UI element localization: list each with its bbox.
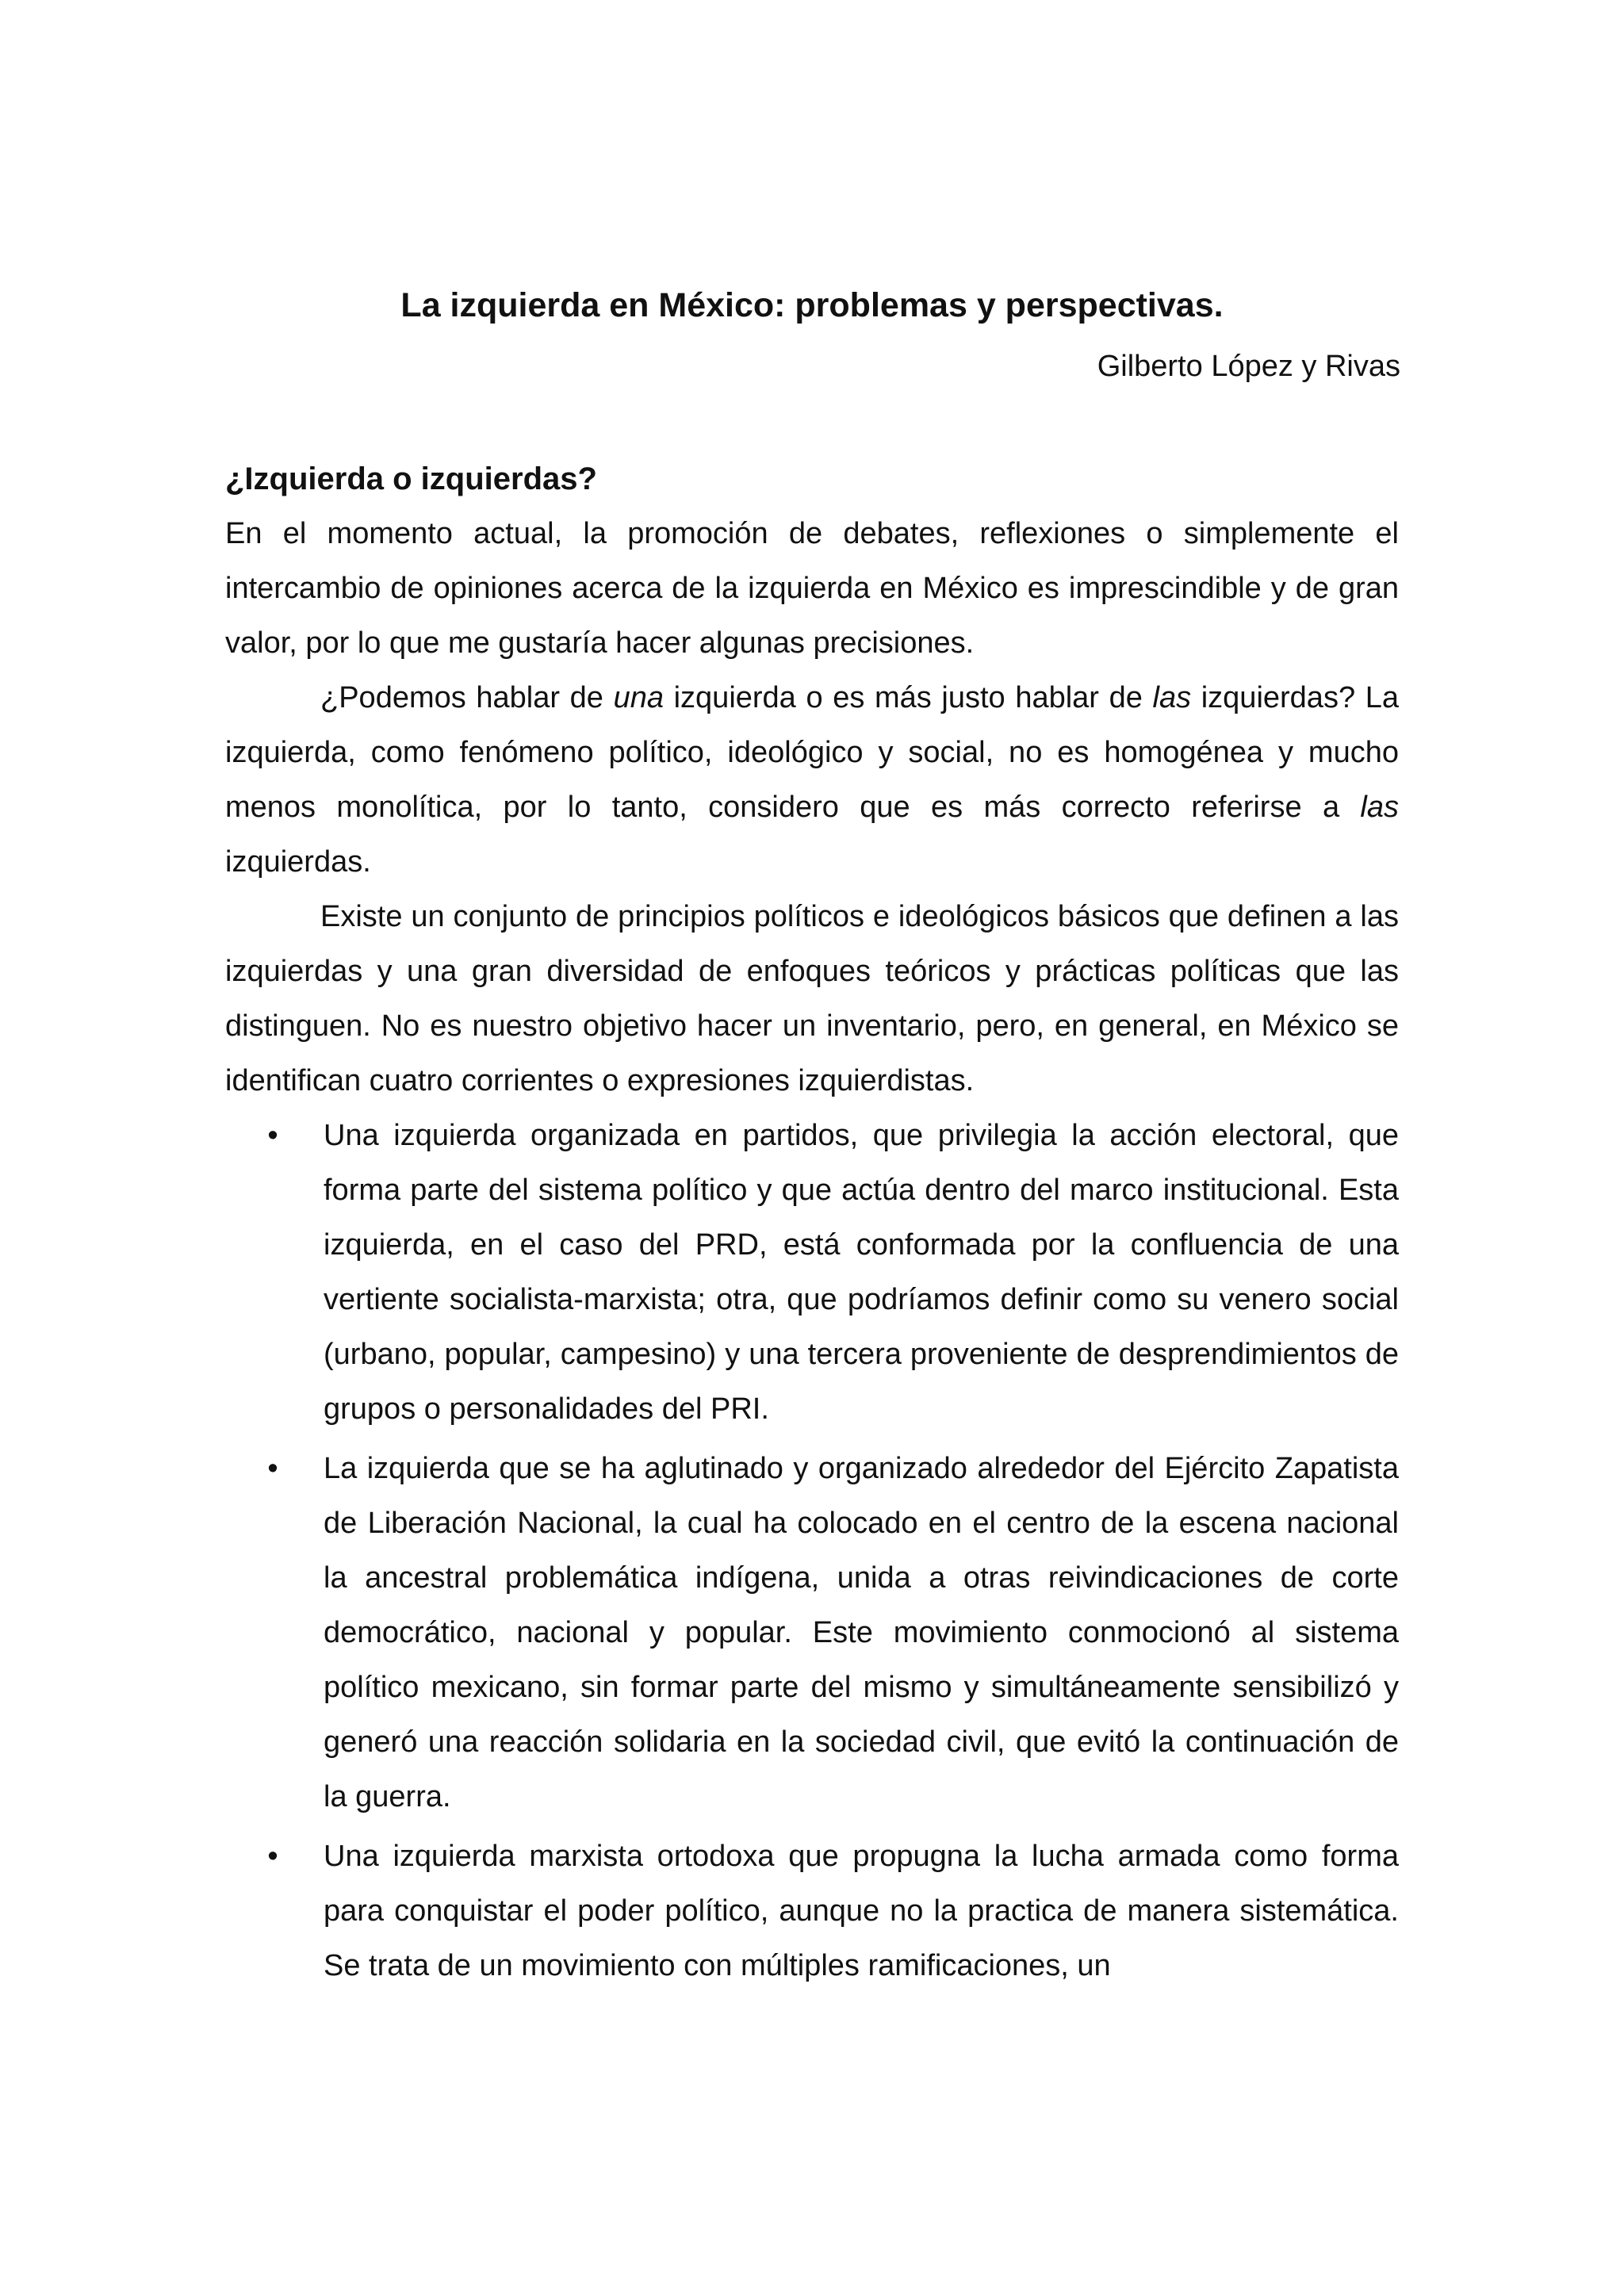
currents-list [225,1109,1399,1993]
list-item [267,1829,1399,1993]
section-heading: ¿Izquierda o izquierdas? [225,461,597,496]
list-item [267,1442,1399,1825]
bullet-icon: • [267,1452,278,1485]
list-item-text: Una izquierda marxista ortodoxa que propugna la lucha armada como forma para conquistar el poder político, aunque no la practica de manera sistemática. Se trata de un movimiento con múltiples ramificaciones, un [324,1840,1399,1982]
paragraph-intro: En el momento actual, la promoción de debates, reflexiones o simplemente el intercambio de opiniones acerca de la izquierda en México es imprescindible y de gran valor, por lo que me gustaría hacer algunas precisiones. [225,517,1399,660]
paragraph-question-italic-las: las [1152,681,1192,714]
document-body [225,452,1399,1998]
paragraph-question-text-3: izquierdas? La izquierda, como fenómeno político, ideológico y social, no es homogénea y mucho menos monolítica, por lo tanto, considero que es más correcto referirse a [225,681,1399,824]
paragraph-question [225,671,1399,890]
list-item [267,1109,1399,1437]
paragraph-principles: Existe un conjunto de principios políticos e ideológicos básicos que definen a las izquierdas y una gran diversidad de enfoques teóricos y prácticas políticas que las distinguen. No es nuestro objetivo hacer un inventario, pero, en general, en México se identifican cuatro corrientes o expresiones izquierdistas. [225,900,1399,1097]
bullet-icon: • [267,1840,278,1873]
paragraph-question-italic-las-2: las [1360,791,1399,824]
document-author: Gilberto López y Rivas [1097,350,1400,383]
document-title: La izquierda en México: problemas y perspectivas. [400,286,1224,324]
list-item-text: La izquierda que se ha aglutinado y organizado alrededor del Ejército Zapatista de Liberación Nacional, la cual ha colocado en el centro de la escena nacional la ancestral problemática indígena, unida a otras reivindicaciones de corte democrático, nacional y popular. Este movimiento conmocionó al sistema político mexicano, sin formar parte del mismo y simultáneamente sensibilizó y generó una reacción solidaria en la sociedad civil, que evitó la continuación de la guerra. [324,1452,1399,1813]
paragraph-question-italic-una: una [613,681,664,714]
paragraph-question-text-1: ¿Podemos hablar de [320,681,614,714]
paragraph-question-text-4: izquierdas. [225,845,371,879]
list-item-text: Una izquierda organizada en partidos, que privilegia la acción electoral, que forma parte del sistema político y que actúa dentro del marco institucional. Esta izquierda, en el caso del PRD, está conformada por la confluencia de una vertiente socialista-marxista; otra, que podríamos definir como su venero social (urbano, popular, campesino) y una tercera proveniente de desprendimientos de grupos o personalidades del PRI. [324,1119,1399,1426]
bullet-icon: • [267,1119,278,1152]
paragraph-question-text-2: izquierda o es más justo hablar de [663,681,1153,714]
